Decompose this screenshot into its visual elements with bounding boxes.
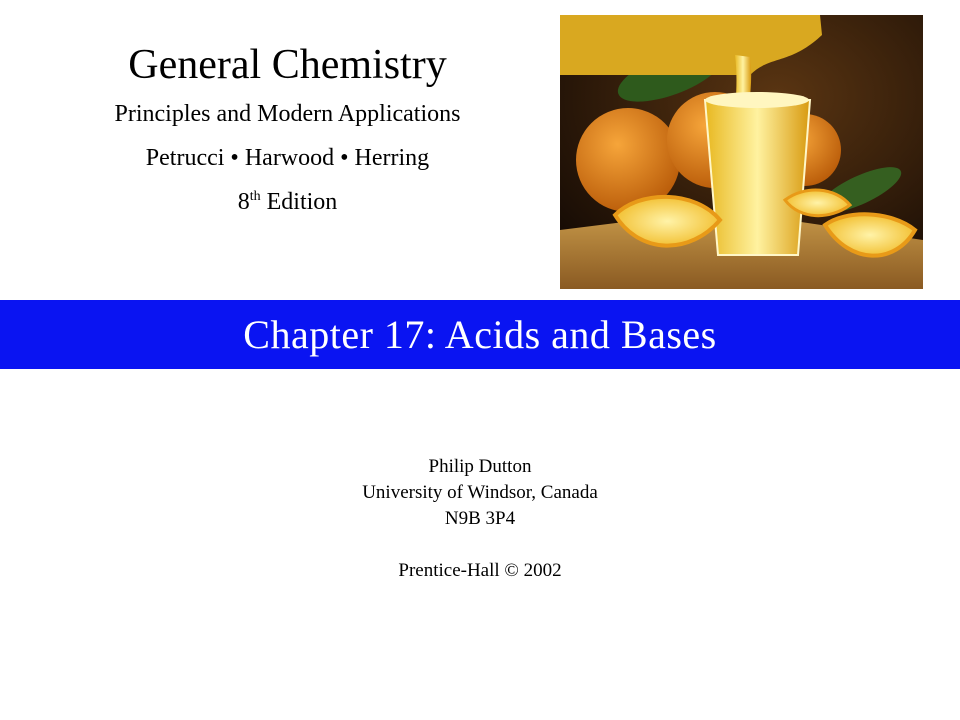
edition-word: Edition [266,189,338,215]
edition-number: 8 [237,189,250,215]
orange-juice-illustration [560,15,923,289]
book-authors: Petrucci • Harwood • Herring [145,145,430,171]
book-title: General Chemistry [128,42,447,88]
publisher: Prentice-Hall © 2002 [398,560,562,581]
book-subtitle: Principles and Modern Applications [114,101,461,127]
presenter-name: Philip Dutton [428,456,532,477]
chapter-title: Chapter 17: Acids and Bases [243,312,717,357]
book-edition [30,186,545,218]
postal-code: N9B 3P4 [444,508,516,529]
institution: University of Windsor, Canada [362,482,598,503]
title-block [30,38,545,218]
chapter-banner [0,300,960,369]
orange-juice-photo [560,15,923,289]
edition-suffix: th [249,189,261,204]
author-block [280,454,680,584]
